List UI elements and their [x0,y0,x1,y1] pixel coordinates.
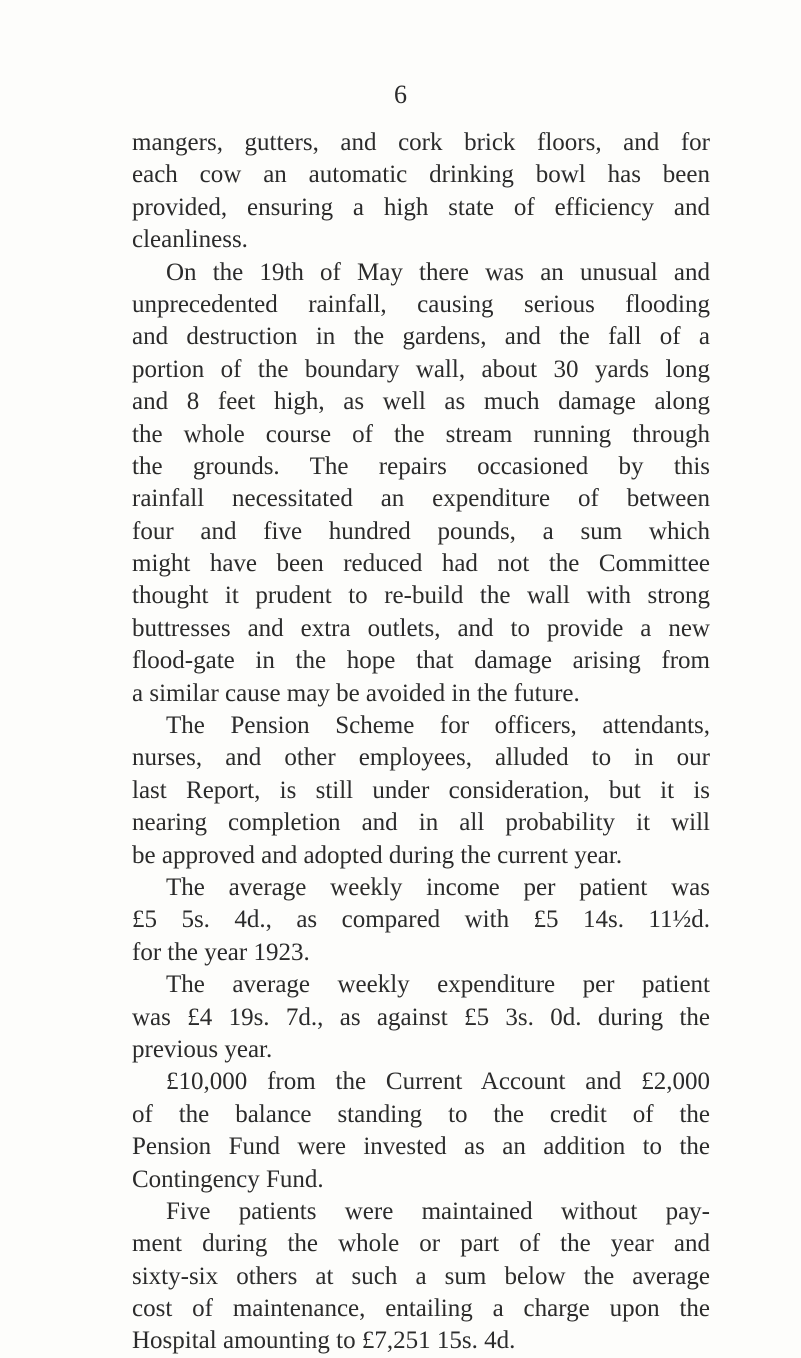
text-line: Five patients were maintained without pay- [166,1197,710,1225]
text-line: previous year. [132,1035,273,1063]
text-line: flood-gate in the hope that damage arising from [132,647,710,675]
page-number: 6 [394,80,407,109]
paragraph [132,257,710,710]
text-line: four and five hundred pounds, a sum which [132,517,710,545]
paragraph [132,1196,710,1358]
text-line: nearing completion and in all probability it will [132,809,710,837]
text-line: each cow an automatic drinking bowl has been [132,161,710,189]
text-line: £5 5s. 4d., as compared with £5 14s. 11½d. [132,906,710,934]
text-line: mangers, gutters, and cork brick floors, and for [132,129,710,156]
text-line: Contingency Fund. [132,1165,324,1193]
text-line: rainfall necessitated an expenditure of between [132,485,710,513]
text-line: thought it prudent to re-build the wall with strong [132,582,710,610]
text-line: last Report, is still under consideration, but it is [132,776,710,804]
body-text [132,127,710,1358]
text-line: The average weekly income per patient was [166,873,710,901]
text-line: On the 19th of May there was an unusual and [166,258,710,286]
text-line: provided, ensuring a high state of efficiency and [132,193,710,221]
text-line: the grounds. The repairs occasioned by this [132,452,710,480]
text-line: The average weekly expenditure per patient [166,971,710,999]
text-line: £10,000 from the Current Account and £2,000 [166,1068,710,1096]
paragraph [132,1066,710,1196]
text-line: nurses, and other employees, alluded to in our [132,744,710,772]
text-line: and 8 feet high, as well as much damage along [132,388,710,416]
paragraph [132,872,710,969]
text-line: The Pension Scheme for officers, attendants, [166,712,710,740]
text-line: sixty-six others at such a sum below the average [132,1262,710,1290]
text-line: of the balance standing to the credit of the [132,1100,710,1128]
text-line: might have been reduced had not the Committee [132,550,710,578]
text-line: Hospital amounting to £7,251 15s. 4d. [132,1327,516,1355]
text-line: be approved and adopted during the current year. [132,841,623,869]
text-line: for the year 1923. [132,938,310,966]
text-line: and destruction in the gardens, and the fall of a [132,323,710,351]
paragraph [132,127,710,257]
text-line: portion of the boundary wall, about 30 yards long [132,355,710,383]
text-line: ment during the whole or part of the year and [132,1230,710,1258]
text-line: a similar cause may be avoided in the future. [132,679,580,707]
paragraph [132,710,710,872]
text-line: Pension Fund were invested as an addition to the [132,1133,710,1161]
text-line: was £4 19s. 7d., as against £5 3s. 0d. during the [132,1003,710,1031]
text-line: cost of maintenance, entailing a charge upon the [132,1295,710,1323]
text-line: unprecedented rainfall, causing serious flooding [132,290,710,318]
paragraph [132,969,710,1066]
text-line: cleanliness. [132,226,248,254]
text-line: buttresses and extra outlets, and to provide a new [132,614,710,642]
text-line: the whole course of the stream running through [132,420,710,448]
